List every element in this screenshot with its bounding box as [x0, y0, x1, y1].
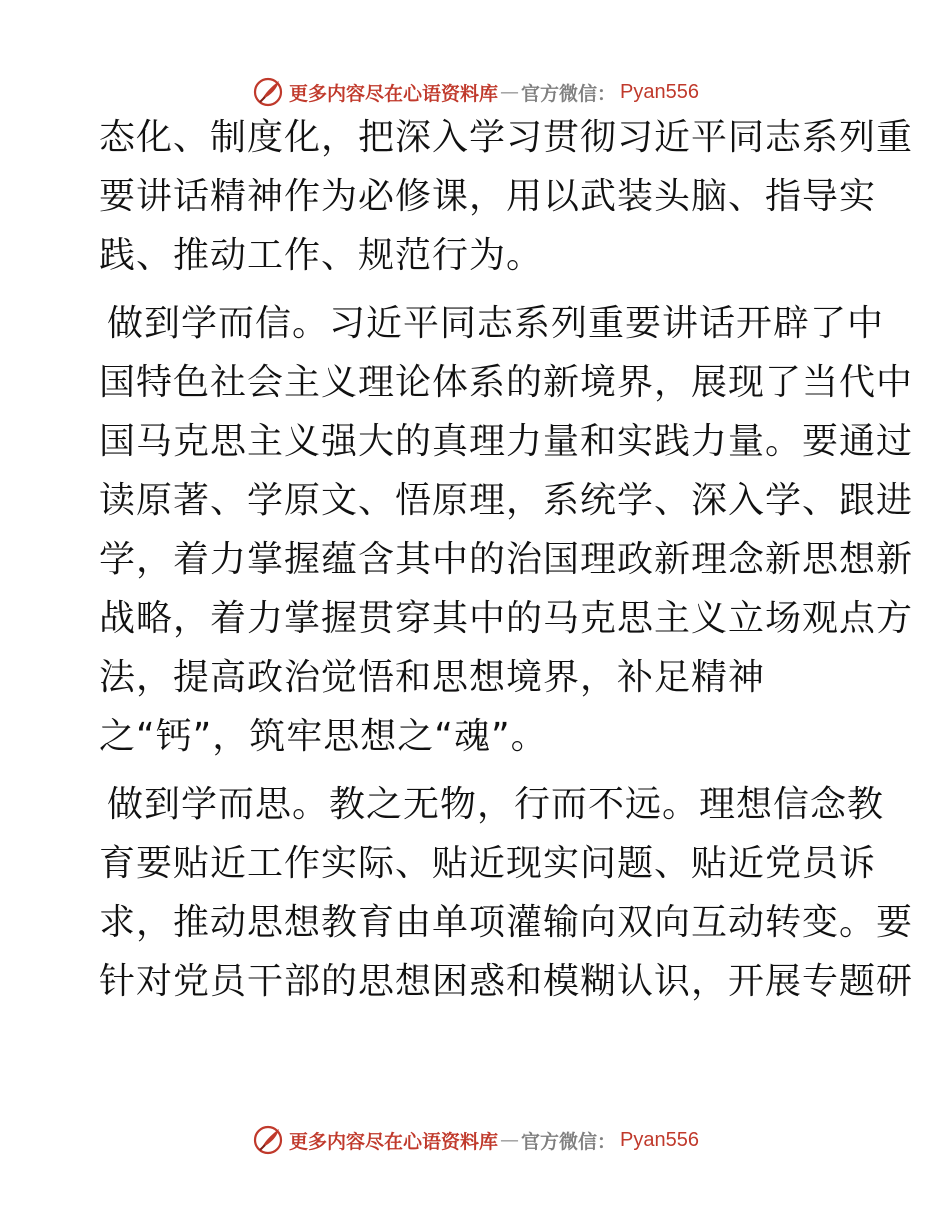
paragraph-1-line-2: 要讲话精神作为必修课，用以武装头脑、指导实 — [99, 176, 877, 217]
footer-watermark — [0, 1120, 950, 1160]
paragraph-2-line-5: 学，着力掌握蕴含其中的治国理政新理念新思想新 — [99, 539, 914, 580]
paragraph-2-line-6: 战略，着力掌握贯穿其中的马克思主义立场观点方 — [99, 598, 914, 639]
feather-pen-logo-icon — [251, 75, 285, 109]
document-body — [99, 117, 914, 1023]
watermark-separator: — — [500, 81, 520, 103]
header-watermark — [0, 72, 950, 112]
watermark-official-label: 官方微信： — [521, 82, 617, 105]
watermark-separator: — — [500, 1129, 520, 1151]
paragraph-2-line-3: 国马克思主义强大的真理力量和实践力量。要通过 — [99, 421, 914, 462]
paragraph-3-line-4: 针对党员干部的思想困惑和模糊认识，开展专题研 — [99, 961, 914, 1002]
paragraph-3-line-1: 做到学而思。教之无物，行而不远。理想信念教 — [107, 784, 885, 825]
paragraph-2-line-4: 读原著、学原文、悟原理，系统学、深入学、跟进 — [99, 480, 914, 521]
paragraph-3-line-2: 育要贴近工作实际、贴近现实问题、贴近党员诉 — [99, 843, 877, 884]
watermark-wechat-id: Pyan556 — [620, 80, 699, 103]
paragraph-2-line-8: 之“钙”，筑牢思想之“魂”。 — [99, 716, 548, 757]
feather-pen-logo-icon — [251, 1123, 285, 1157]
watermark-official-label: 官方微信： — [521, 1130, 617, 1153]
paragraph-3-line-3: 求，推动思想教育由单项灌输向双向互动转变。要 — [99, 902, 914, 943]
watermark-wechat-id: Pyan556 — [620, 1128, 699, 1151]
paragraph-1-line-3: 践、推动工作、规范行为。 — [99, 235, 544, 276]
paragraph-2-line-7: 法，提高政治觉悟和思想境界，补足精神 — [99, 657, 766, 698]
paragraph-2-line-2: 国特色社会主义理论体系的新境界，展现了当代中 — [99, 362, 914, 403]
watermark-text: 更多内容尽在心语资料库 — [289, 1130, 499, 1153]
paragraph-2-line-1: 做到学而信。习近平同志系列重要讲话开辟了中 — [107, 303, 885, 344]
watermark-text: 更多内容尽在心语资料库 — [289, 82, 499, 105]
paragraph-1-line-1: 态化、制度化，把深入学习贯彻习近平同志系列重 — [99, 117, 914, 158]
